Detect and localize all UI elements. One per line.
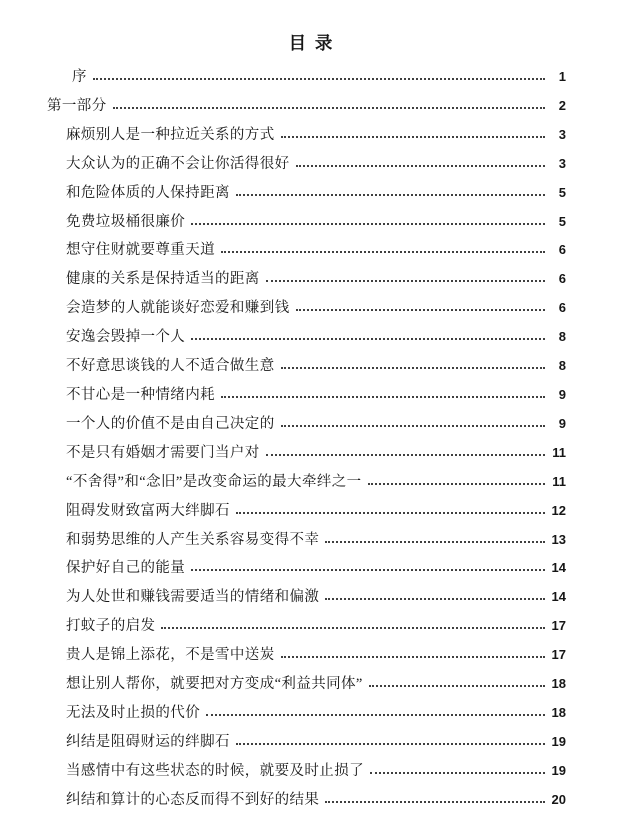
dot-leader-icon [236,512,545,514]
dot-leader-icon [370,772,545,774]
dot-leader-icon [236,743,545,745]
dot-leader-icon [325,598,545,600]
toc-entry-label: 阻碍发财致富两大绊脚石 [66,502,230,519]
dot-leader-icon [369,685,545,687]
dot-leader-icon [266,280,545,282]
toc-entry-entry[interactable] [0,468,566,497]
dot-leader-icon [296,165,546,167]
toc-entry-label: 纠结是阻碍财运的绊脚石 [66,733,230,750]
dot-leader-icon [281,136,545,138]
toc-entry-page-number: 5 [558,184,566,200]
toc-entry-page-number: 18 [551,704,566,720]
toc-entry-label: “不舍得”和“念旧”是改变命运的最大牵绊之一 [66,473,362,490]
toc-entry-page-number: 3 [558,155,566,171]
toc-entry-page-number: 9 [558,386,566,402]
toc-entry-page-number: 13 [551,531,566,547]
toc-entry-entry[interactable] [0,294,566,323]
dot-leader-icon [191,223,545,225]
toc-entry-entry[interactable] [0,410,566,439]
dot-leader-icon [236,194,545,196]
toc-entry-entry[interactable] [0,497,566,526]
dot-leader-icon [191,569,545,571]
dot-leader-icon [266,454,545,456]
dot-leader-icon [221,251,545,253]
dot-leader-icon [325,801,545,803]
toc-entry-entry[interactable] [0,757,566,786]
toc-entry-label: 纠结和算计的心态反而得不到好的结果 [66,791,320,808]
toc-entry-page-number: 11 [552,473,566,489]
toc-entry-page-number: 6 [558,300,566,316]
toc-entry-entry[interactable] [0,670,566,699]
toc-entry-page-number: 8 [558,329,566,345]
toc-entry-entry[interactable] [0,179,566,208]
toc-entry-page-number: 14 [551,560,566,576]
toc-entry-page-number: 18 [551,676,566,692]
toc-entry-entry[interactable] [0,352,566,381]
toc-entry-label: 保护好自己的能量 [66,560,186,577]
toc-entry-entry[interactable] [0,323,566,352]
toc-entry-page-number: 8 [558,358,566,374]
dot-leader-icon [113,107,545,109]
toc-entry-entry[interactable] [0,786,566,815]
page-title: 目 录 [288,33,335,53]
toc-list [0,63,623,815]
toc-entry-label: 无法及时止损的代价 [66,704,201,721]
toc-entry-label: 打蚊子的启发 [66,618,156,635]
toc-entry-entry[interactable] [0,583,566,612]
toc-entry-label: 贵人是锦上添花，不是雪中送炭 [66,647,275,664]
toc-entry-label: 想让别人帮你，就要把对方变成“利益共同体” [66,676,363,693]
toc-entry-entry[interactable] [0,439,566,468]
toc-entry-label: 和危险体质的人保持距离 [66,184,230,201]
toc-entry-entry[interactable] [0,150,566,179]
toc-entry-label: 当感情中有这些状态的时候，就要及时止损了 [66,762,364,779]
dot-leader-icon [206,714,545,716]
toc-entry-page-number: 5 [558,213,566,229]
toc-entry-label: 序 [72,69,87,85]
toc-entry-entry[interactable] [0,265,566,294]
toc-entry-entry[interactable] [0,526,566,555]
toc-entry-entry[interactable] [0,381,566,410]
toc-entry-label: 一个人的价值不是由自己决定的 [66,415,275,432]
toc-entry-entry[interactable] [0,612,566,641]
toc-entry-entry[interactable] [0,554,566,583]
toc-entry-page-number: 1 [558,69,566,84]
toc-entry-part[interactable] [0,92,566,121]
toc-entry-label: 不甘心是一种情绪内耗 [66,386,215,403]
toc-entry-entry[interactable] [0,121,566,150]
toc-entry-page-number: 19 [551,762,566,778]
toc-entry-label: 想守住财就要尊重天道 [66,242,215,259]
toc-entry-label: 免费垃圾桶很廉价 [66,213,186,230]
toc-entry-entry[interactable] [0,208,566,237]
dot-leader-icon [161,627,545,629]
toc-entry-page-number: 2 [558,97,566,113]
toc-entry-page-number: 3 [558,126,566,142]
toc-entry-page-number: 14 [551,589,566,605]
toc-entry-page-number: 17 [551,647,566,663]
toc-entry-page-number: 19 [551,733,566,749]
toc-entry-label: 不是只有婚姻才需要门当户对 [66,444,260,461]
dot-leader-icon [325,541,545,543]
toc-entry-entry[interactable] [0,641,566,670]
toc-entry-preface[interactable] [0,63,566,92]
dot-leader-icon [281,656,545,658]
toc-entry-label: 健康的关系是保持适当的距离 [66,271,260,288]
toc-entry-label: 不好意思谈钱的人不适合做生意 [66,358,275,375]
dot-leader-icon [93,78,545,80]
toc-entry-entry[interactable] [0,699,566,728]
toc-entry-page-number: 12 [551,502,566,518]
toc-entry-page-number: 20 [551,791,566,807]
dot-leader-icon [191,338,545,340]
toc-entry-page-number: 6 [558,271,566,287]
toc-entry-label: 麻烦别人是一种拉近关系的方式 [66,126,275,143]
toc-entry-label: 会造梦的人就能谈好恋爱和赚到钱 [66,300,290,317]
toc-entry-label: 安逸会毁掉一个人 [66,329,186,346]
dot-leader-icon [296,309,546,311]
toc-entry-page-number: 17 [551,618,566,634]
toc-entry-page-number: 6 [558,242,566,258]
toc-entry-label: 大众认为的正确不会让你活得很好 [66,155,290,172]
dot-leader-icon [221,396,545,398]
toc-entry-label: 为人处世和赚钱需要适当的情绪和偏激 [66,589,320,606]
toc-entry-label: 和弱势思维的人产生关系容易变得不幸 [66,531,320,548]
toc-entry-entry[interactable] [0,728,566,757]
dot-leader-icon [281,367,545,369]
toc-entry-page-number: 11 [552,444,566,460]
toc-entry-page-number: 9 [558,415,566,431]
dot-leader-icon [368,483,545,485]
toc-entry-label: 第一部分 [47,97,107,114]
toc-entry-entry[interactable] [0,236,566,265]
dot-leader-icon [281,425,545,427]
